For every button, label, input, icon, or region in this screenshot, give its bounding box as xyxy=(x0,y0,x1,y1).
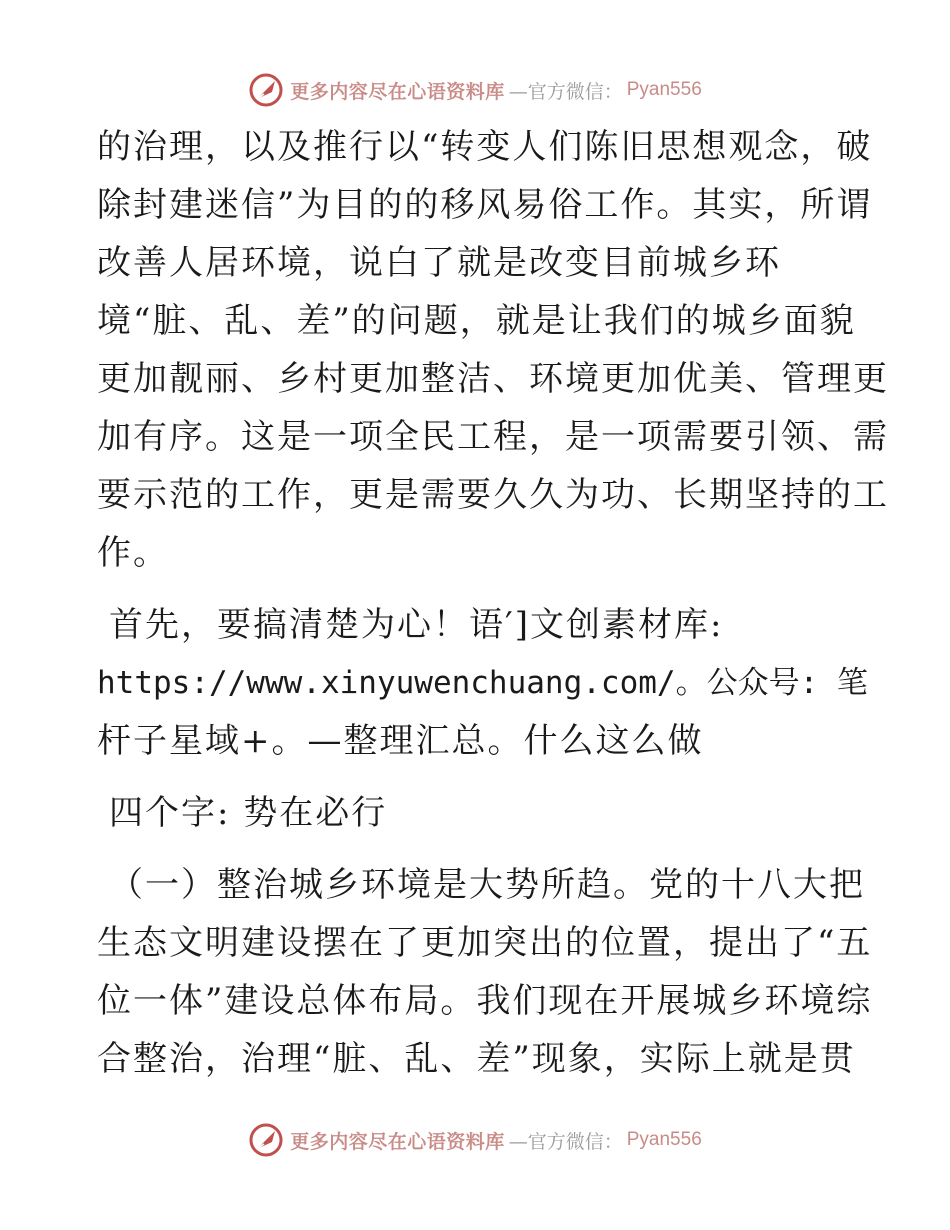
header-banner xyxy=(0,70,950,110)
banner-title: 更多内容尽在心语资料库 xyxy=(290,80,505,103)
text-line: 生态文明建设摆在了更加突出的位置，提出了“五 xyxy=(97,923,873,963)
paragraph-3 xyxy=(97,784,857,842)
banner-subtitle: —官方微信： xyxy=(508,1130,623,1153)
text-line: 四个字: 势在必行 xyxy=(109,793,388,833)
banner-wechat-id: Pyan556 xyxy=(626,1129,702,1150)
text-line: 作。 xyxy=(97,533,169,573)
text-line: 更加靓丽、乡村更加整洁、环境更加优美、管理更 xyxy=(97,359,889,399)
text-line: （一）整治城乡环境是大势所趋。党的十八大把 xyxy=(109,865,865,905)
paragraph-1 xyxy=(97,118,889,582)
document-body xyxy=(97,118,889,1088)
text-line: 要示范的工作，更是需要久久为功、长期坚持的工 xyxy=(97,475,889,515)
banner-subtitle: —官方微信： xyxy=(508,80,623,103)
quill-pen-logo-icon xyxy=(248,1122,284,1158)
text-line: 杆子星域+。—整理汇总。什么这么做 xyxy=(97,721,704,761)
text-line: 除封建迷信”为目的的移风易俗工作。其实，所谓 xyxy=(97,185,873,225)
paragraph-4 xyxy=(97,856,873,1088)
text-line: 的治理，以及推行以“转变人们陈旧思想观念，破 xyxy=(97,127,873,167)
banner-title: 更多内容尽在心语资料库 xyxy=(290,1130,505,1153)
text-line: 境“脏、乱、差”的问题，就是让我们的城乡面貌 xyxy=(97,301,856,341)
paragraph-2 xyxy=(97,596,868,770)
text-line: 加有序。这是一项全民工程，是一项需要引领、需 xyxy=(97,417,889,457)
quill-pen-logo-icon xyxy=(248,72,284,108)
website-link-text: https://www.xinyuwenchuang.com/。公众号: 笔 xyxy=(97,665,868,701)
footer-banner xyxy=(0,1120,950,1160)
text-line: 首先，要搞清楚为心！语′]文创素材库: xyxy=(109,605,724,645)
text-line: 改善人居环境，说白了就是改变目前城乡环 xyxy=(97,243,781,283)
banner-wechat-id: Pyan556 xyxy=(626,79,702,100)
text-line: 位一体”建设总体布局。我们现在开展城乡环境综 xyxy=(97,981,873,1021)
text-line: 合整治，治理“脏、乱、差”现象，实际上就是贯 xyxy=(97,1039,856,1079)
